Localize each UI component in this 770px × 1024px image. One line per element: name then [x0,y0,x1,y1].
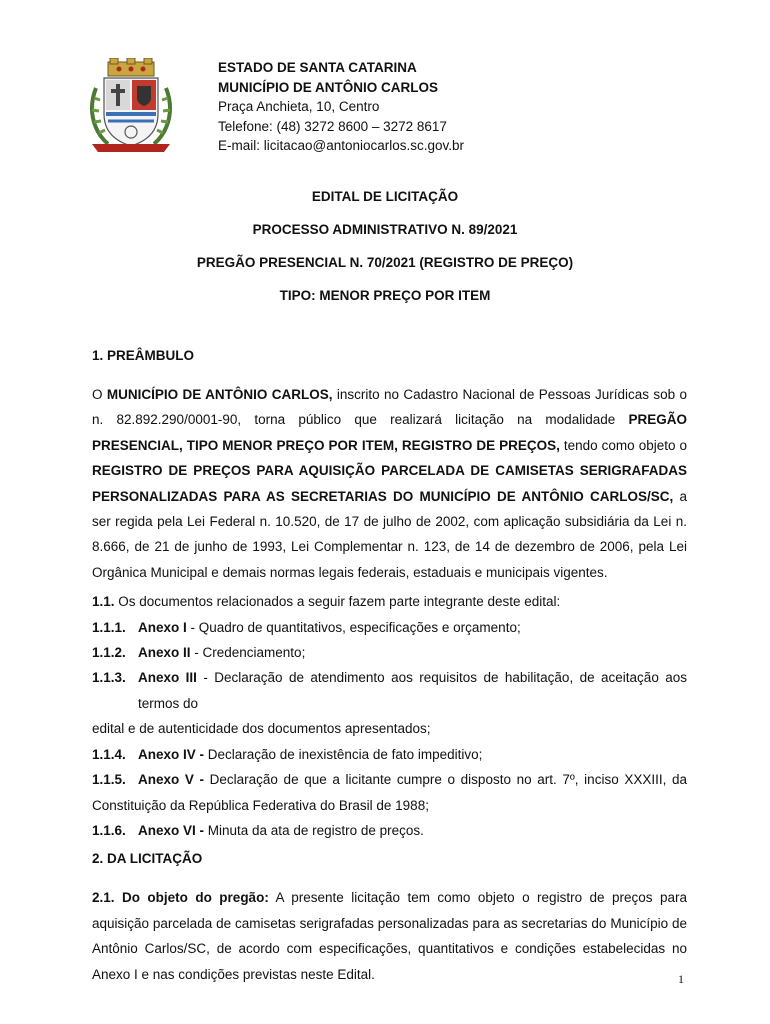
annex-continuation: Constituição da República Federativa do Brasil de 1988; [92,797,429,813]
annex-continuation: edital e de autenticidade dos documentos apresentados; [92,721,431,737]
annex-text: Declaração de que a licitante cumpre o disposto no art. 7º, inciso XXXIII, da [204,772,687,788]
annex-label: Anexo III [138,670,197,686]
annex-label: Anexo II [138,645,191,661]
email: E-mail: licitacao@antoniocarlos.sc.gov.br [218,138,465,153]
annex-item [92,665,687,716]
phone: Telefone: (48) 3272 8600 – 3272 8617 [218,118,447,134]
annex-text: - Credenciamento; [190,645,306,661]
licitacao-paragraph [92,885,687,987]
annex-label: Anexo VI - [138,822,205,838]
annex-label: Anexo I [138,619,187,635]
annex-number: 1.1.1. [92,619,126,635]
text-run-bold: 2.1. Do objeto do pregão: [92,890,269,906]
text-run: A presente licitação tem como objeto o registro de preços para aquisição parcelada de camisetas serigrafadas personalizadas para as secretarias do Município de Antônio Carlos/SC, de acordo com especificações, quantitativos e condições estabelecidas no Anexo I e nas condições previstas neste Edital. [92,890,687,982]
annex-item [92,767,687,792]
title-tipo: TIPO: MENOR PREÇO POR ITEM [279,288,491,303]
annex-item [92,615,687,640]
text-run-bold: PREGÃO PRESENCIAL, TIPO MENOR PREÇO POR ITEM, REGISTRO DE PREÇOS, [92,412,687,453]
municipality-name: MUNICÍPIO DE ANTÔNIO CARLOS [218,79,439,95]
text-run-bold: REGISTRO DE PREÇOS PARA AQUISIÇÃO PARCELADA DE CAMISETAS SERIGRAFADAS PERSONALIZADAS PARA AS SECRETARIAS DO MUNICÍPIO DE ANTÔNIO CARLOS/SC, [92,463,687,504]
title-edital: EDITAL DE LICITAÇÃO [311,189,459,204]
title-pregao: PREGÃO PRESENCIAL N. 70/2021 (REGISTRO DE PREÇO) [196,255,574,270]
annex-text: Declaração de inexistência de fato impeditivo; [204,746,483,762]
annex-item [92,818,687,843]
annex-number: 1.1.4. [92,746,126,762]
text-run-bold: MUNICÍPIO DE ANTÔNIO CARLOS, [106,387,333,402]
annex-text: Minuta da ata de registro de preços. [204,822,424,838]
annex-item [92,742,687,767]
annex-label: Anexo IV - [138,746,205,762]
annex-item [92,640,687,665]
state-name: ESTADO DE SANTA CATARINA [218,60,417,75]
title-processo: PROCESSO ADMINISTRATIVO N. 89/2021 [252,222,518,237]
annex-number: 1.1.3. [92,670,126,686]
address: Praça Anchieta, 10, Centro [218,99,380,114]
clause-text: Os documentos relacionados a seguir fazem parte integrante deste edital: [114,594,561,610]
section-heading-licitacao: 2. DA LICITAÇÃO [92,851,203,867]
document-titles [0,187,770,319]
letterhead [218,58,464,156]
annex-number: 1.1.5. [92,772,126,788]
page-number: 1 [678,972,684,986]
text-run: O [92,387,107,402]
text-run: tendo como objeto o [559,437,687,453]
clause-number: 1.1. [92,594,115,610]
municipal-coat-of-arms-icon [86,58,176,154]
preambulo-paragraph [92,382,687,585]
text-run: inscrito no Cadastro Nacional de Pessoas Jurídicas sob o n. 82.892.290/0001-90, torna público que realizará licitação na modalidade [92,387,687,428]
annex-number: 1.1.2. [92,645,126,661]
annex-text: - Quadro de quantitativos, especificações e orçamento; [186,619,521,635]
clause-1-1 [92,589,687,614]
text-run: a ser regida pela Lei Federal n. 10.520, de 17 de julho de 2002, com aplicação subsidiária da Lei n. 8.666, de 21 de junho de 1993, Lei Complementar n. 123, de 14 de dezembro de 2006, pela Lei Orgânica Municipal e demais normas legais federais, estaduais e municipais vigentes. [92,488,688,580]
document-body [92,346,687,991]
annex-number: 1.1.6. [92,822,126,838]
annex-text: - Declaração de atendimento aos requisitos de habilitação, de aceitação aos termos do [138,670,687,711]
annex-label: Anexo V - [138,772,205,788]
section-heading-preambulo: 1. PREÂMBULO [92,348,195,363]
